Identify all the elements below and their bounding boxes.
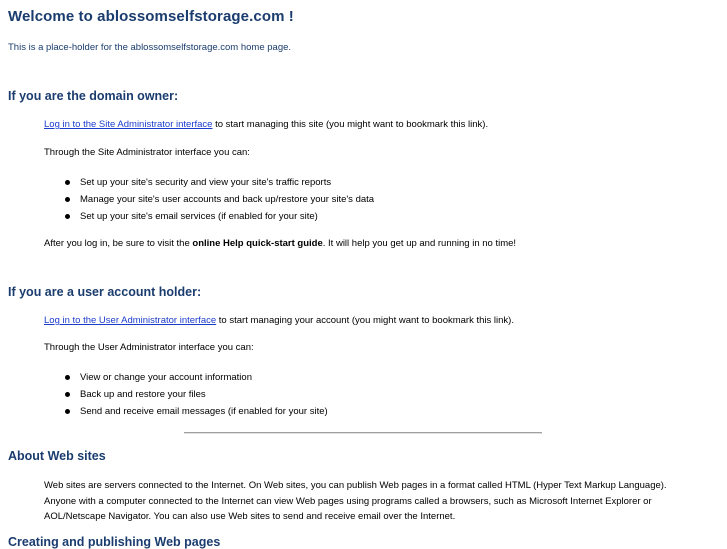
list-item: Back up and restore your files <box>44 389 328 406</box>
list-item: Manage your site's user accounts and back up/restore your site's data <box>44 194 374 211</box>
user-admin-features-list <box>44 372 328 423</box>
page-title: Welcome to ablossomselfstorage.com ! <box>8 8 294 25</box>
list-item: Send and receive email messages (if enabled for your site) <box>44 406 328 423</box>
site-admin-login-line <box>44 119 488 130</box>
section-divider <box>184 432 542 434</box>
quick-start-guide-label: online Help quick-start guide <box>192 238 323 249</box>
creating-publishing-heading: Creating and publishing Web pages <box>8 535 221 549</box>
list-item: Set up your site's security and view your site's traffic reports <box>44 177 374 194</box>
after-login-post: . It will help you get up and running in no time! <box>322 238 517 249</box>
user-admin-login-line <box>44 315 514 326</box>
after-login-text <box>44 238 516 249</box>
site-admin-login-rest: to start managing this site (you might want to bookmark this link). <box>212 119 489 130</box>
site-admin-through-text: Through the Site Administrator interface you can: <box>44 147 250 158</box>
site-admin-login-link[interactable]: Log in to the Site Administrator interface <box>44 119 213 130</box>
user-admin-login-link[interactable]: Log in to the User Administrator interface <box>44 315 217 326</box>
site-admin-features-list <box>44 177 374 228</box>
about-web-sites-heading: About Web sites <box>8 449 106 463</box>
after-login-pre: After you log in, be sure to visit the <box>44 238 193 249</box>
about-web-sites-text: Web sites are servers connected to the Internet. On Web sites, you can publish Web pages in a format called HTML (Hyper Text Markup Language). Anyone with a computer connected to the Internet can view Web pages using programs called a browsers, such as Microsoft Internet Explorer or AOL/Netscape Navigator. You can also use Web sites to send and receive email over the Internet. <box>44 480 667 522</box>
intro-text: This is a place-holder for the ablossomselfstorage.com home page. <box>8 42 292 53</box>
list-item: View or change your account information <box>44 372 328 389</box>
user-holder-heading: If you are a user account holder: <box>8 285 202 299</box>
user-admin-login-rest: to start managing your account (you might want to bookmark this link). <box>216 315 514 326</box>
domain-owner-heading: If you are the domain owner: <box>8 89 179 103</box>
list-item: Set up your site's email services (if enabled for your site) <box>44 211 374 228</box>
user-admin-through-text: Through the User Administrator interface you can: <box>44 342 254 353</box>
